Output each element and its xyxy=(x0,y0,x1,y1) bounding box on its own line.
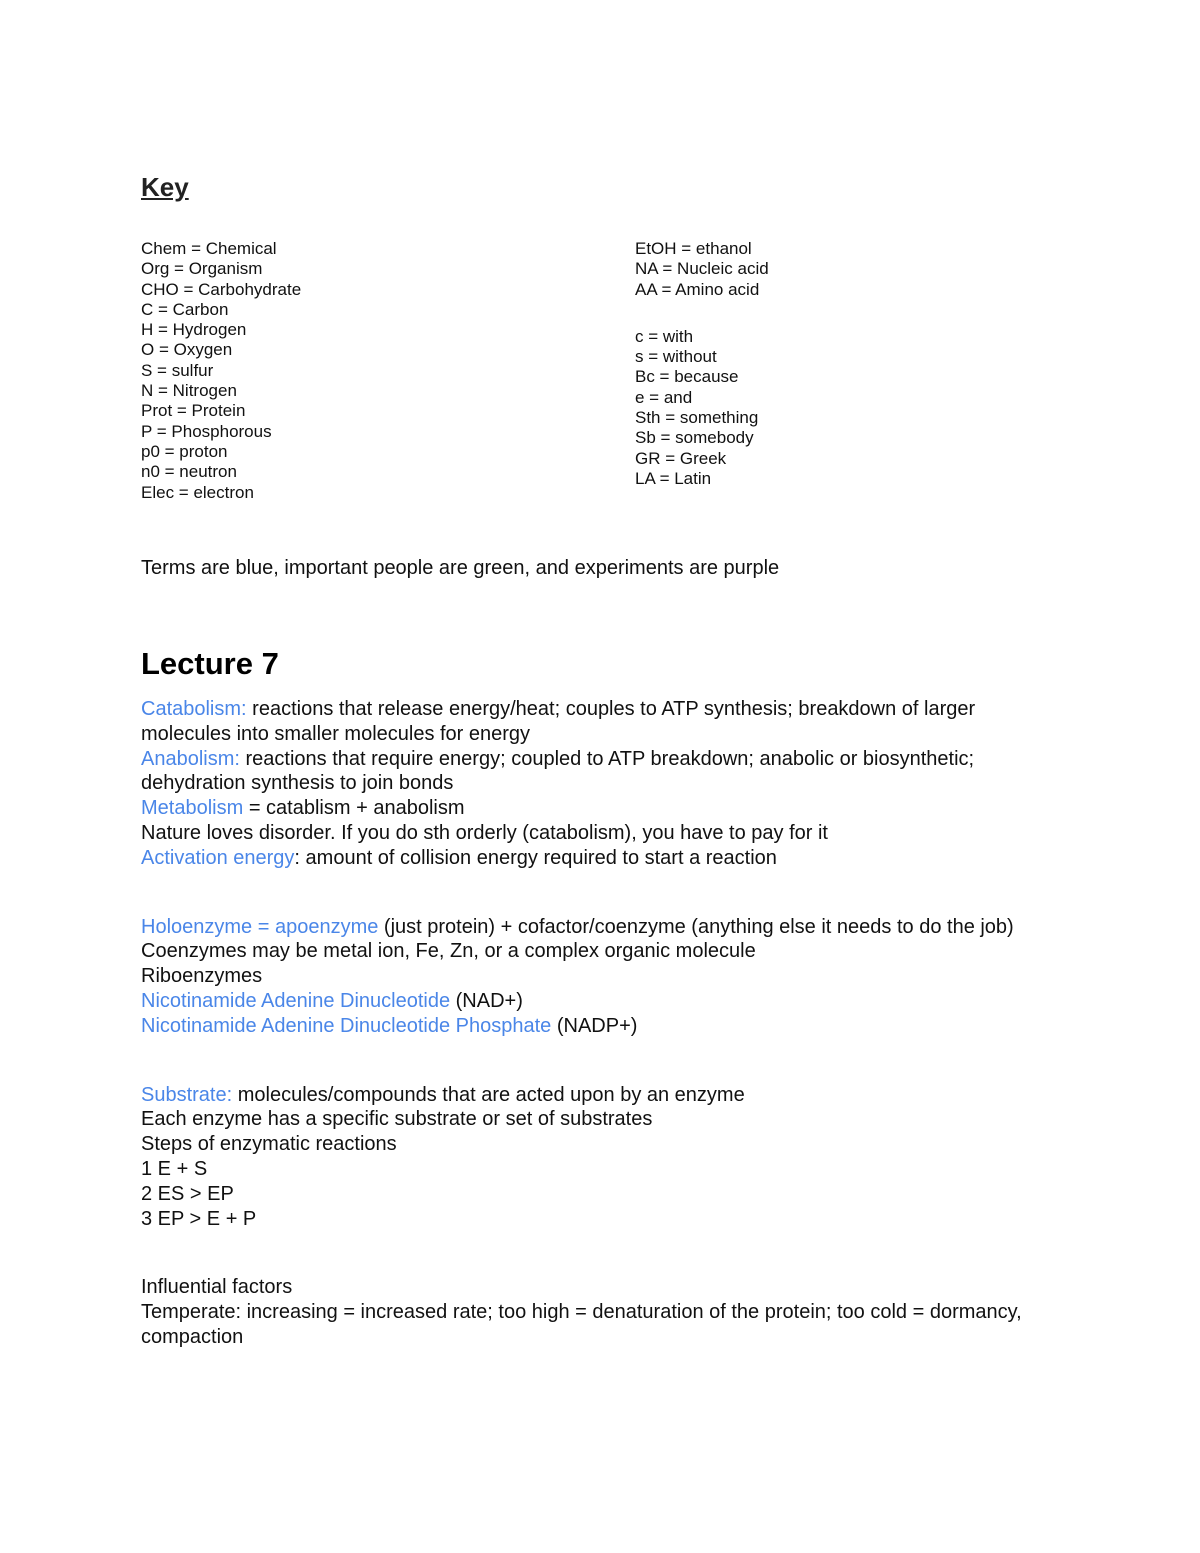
key-entry: H = Hydrogen xyxy=(141,320,247,340)
step-item: 3 EP > E + P xyxy=(141,1207,257,1230)
spacer xyxy=(141,1231,1061,1275)
key-entry: P = Phosphorous xyxy=(141,421,272,441)
key-entry: NA = Nucleic acid xyxy=(635,259,769,279)
definition: molecules/compounds that are acted upon by an enzyme xyxy=(232,1083,745,1106)
spacer xyxy=(141,871,1061,915)
spacer xyxy=(635,300,769,327)
term-catabolism: Catabolism: xyxy=(141,698,247,720)
key-left-column xyxy=(141,239,301,503)
step-item: 2 ES > EP xyxy=(141,1182,234,1205)
spacer xyxy=(141,1039,1061,1083)
abbreviation: (NAD+) xyxy=(450,989,523,1012)
anabolism-paragraph xyxy=(141,747,1061,797)
key-entry: p0 = proton xyxy=(141,441,228,461)
key-entry: Prot = Protein xyxy=(141,401,246,421)
definition: : amount of collision energy required to start a reaction xyxy=(294,846,777,869)
key-entry: AA = Amino acid xyxy=(635,279,760,299)
key-entry: N = Nitrogen xyxy=(141,381,237,401)
definition: reactions that release energy/heat; couples to ATP synthesis; breakdown of larger molecules into smaller molecules for energy xyxy=(141,698,976,745)
definition: (just protein) + cofactor/coenzyme (anything else it needs to do the job) xyxy=(378,915,1014,938)
term-activation-energy: Activation energy xyxy=(141,846,295,869)
key-heading: Key xyxy=(141,172,189,202)
key-entry: e = and xyxy=(635,387,693,407)
key-entry: Sb = somebody xyxy=(635,428,754,448)
specific-paragraph: Each enzyme has a specific substrate or set of substrates xyxy=(141,1108,653,1131)
factors-heading: Influential factors xyxy=(141,1276,293,1299)
term-nadp: Nicotinamide Adenine Dinucleotide Phosphate xyxy=(141,1014,552,1037)
term-nad: Nicotinamide Adenine Dinucleotide xyxy=(141,989,451,1012)
key-entry: Elec = electron xyxy=(141,482,254,502)
term-apoenzyme: apoenzyme xyxy=(274,915,379,938)
riboenzymes-paragraph: Riboenzymes xyxy=(141,965,263,988)
key-entry: CHO = Carbohydrate xyxy=(141,279,302,299)
lecture-heading: Lecture 7 xyxy=(141,646,279,681)
key-entry: Chem = Chemical xyxy=(141,239,277,258)
metabolism-paragraph xyxy=(141,796,1061,821)
key-entry: Sth = something xyxy=(635,408,759,428)
steps-heading: Steps of enzymatic reactions xyxy=(141,1133,397,1156)
key-entry: Org = Organism xyxy=(141,259,263,279)
key-entry: O = Oxygen xyxy=(141,340,233,360)
color-legend-note: Terms are blue, important people are green, and experiments are purple xyxy=(141,557,780,579)
substrate-paragraph xyxy=(141,1083,1061,1108)
definition: reactions that require energy; coupled to ATP breakdown; anabolic or biosynthetic; dehydration synthesis to join bonds xyxy=(141,747,975,795)
key-entry: n0 = neutron xyxy=(141,462,237,482)
disorder-paragraph: Nature loves disorder. If you do sth orderly (catabolism), you have to pay for it xyxy=(141,821,828,844)
lecture-body xyxy=(141,697,1061,1350)
term-substrate: Substrate: xyxy=(141,1083,233,1106)
holoenzyme-paragraph xyxy=(141,915,1061,940)
nad-paragraph xyxy=(141,989,1061,1014)
key-entry: Bc = because xyxy=(635,367,739,387)
key-entry: C = Carbon xyxy=(141,299,229,319)
key-entry: LA = Latin xyxy=(635,468,712,488)
step-item: 1 E + S xyxy=(141,1157,208,1180)
catabolism-paragraph xyxy=(141,697,1061,747)
key-entry: S = sulfur xyxy=(141,360,214,380)
key-entry: c = with xyxy=(635,326,694,346)
term-holoenzyme: Holoenzyme xyxy=(141,915,253,938)
key-entry: s = without xyxy=(635,347,717,367)
equals-sign: = xyxy=(252,915,275,938)
term-anabolism: Anabolism: xyxy=(141,747,240,770)
definition: = catablism + anabolism xyxy=(243,797,465,820)
temperate-paragraph: Temperate: increasing = increased rate; too high = denaturation of the protein; too cold = dormancy, compaction xyxy=(141,1301,1022,1348)
key-entry: GR = Greek xyxy=(635,448,727,468)
key-entry: EtOH = ethanol xyxy=(635,239,752,258)
abbreviation: (NADP+) xyxy=(551,1014,638,1037)
activation-paragraph xyxy=(141,846,1061,871)
coenzymes-paragraph: Coenzymes may be metal ion, Fe, Zn, or a complex organic molecule xyxy=(141,940,756,963)
nadp-paragraph xyxy=(141,1014,1061,1039)
term-metabolism: Metabolism xyxy=(141,797,244,820)
key-right-column xyxy=(635,239,769,489)
